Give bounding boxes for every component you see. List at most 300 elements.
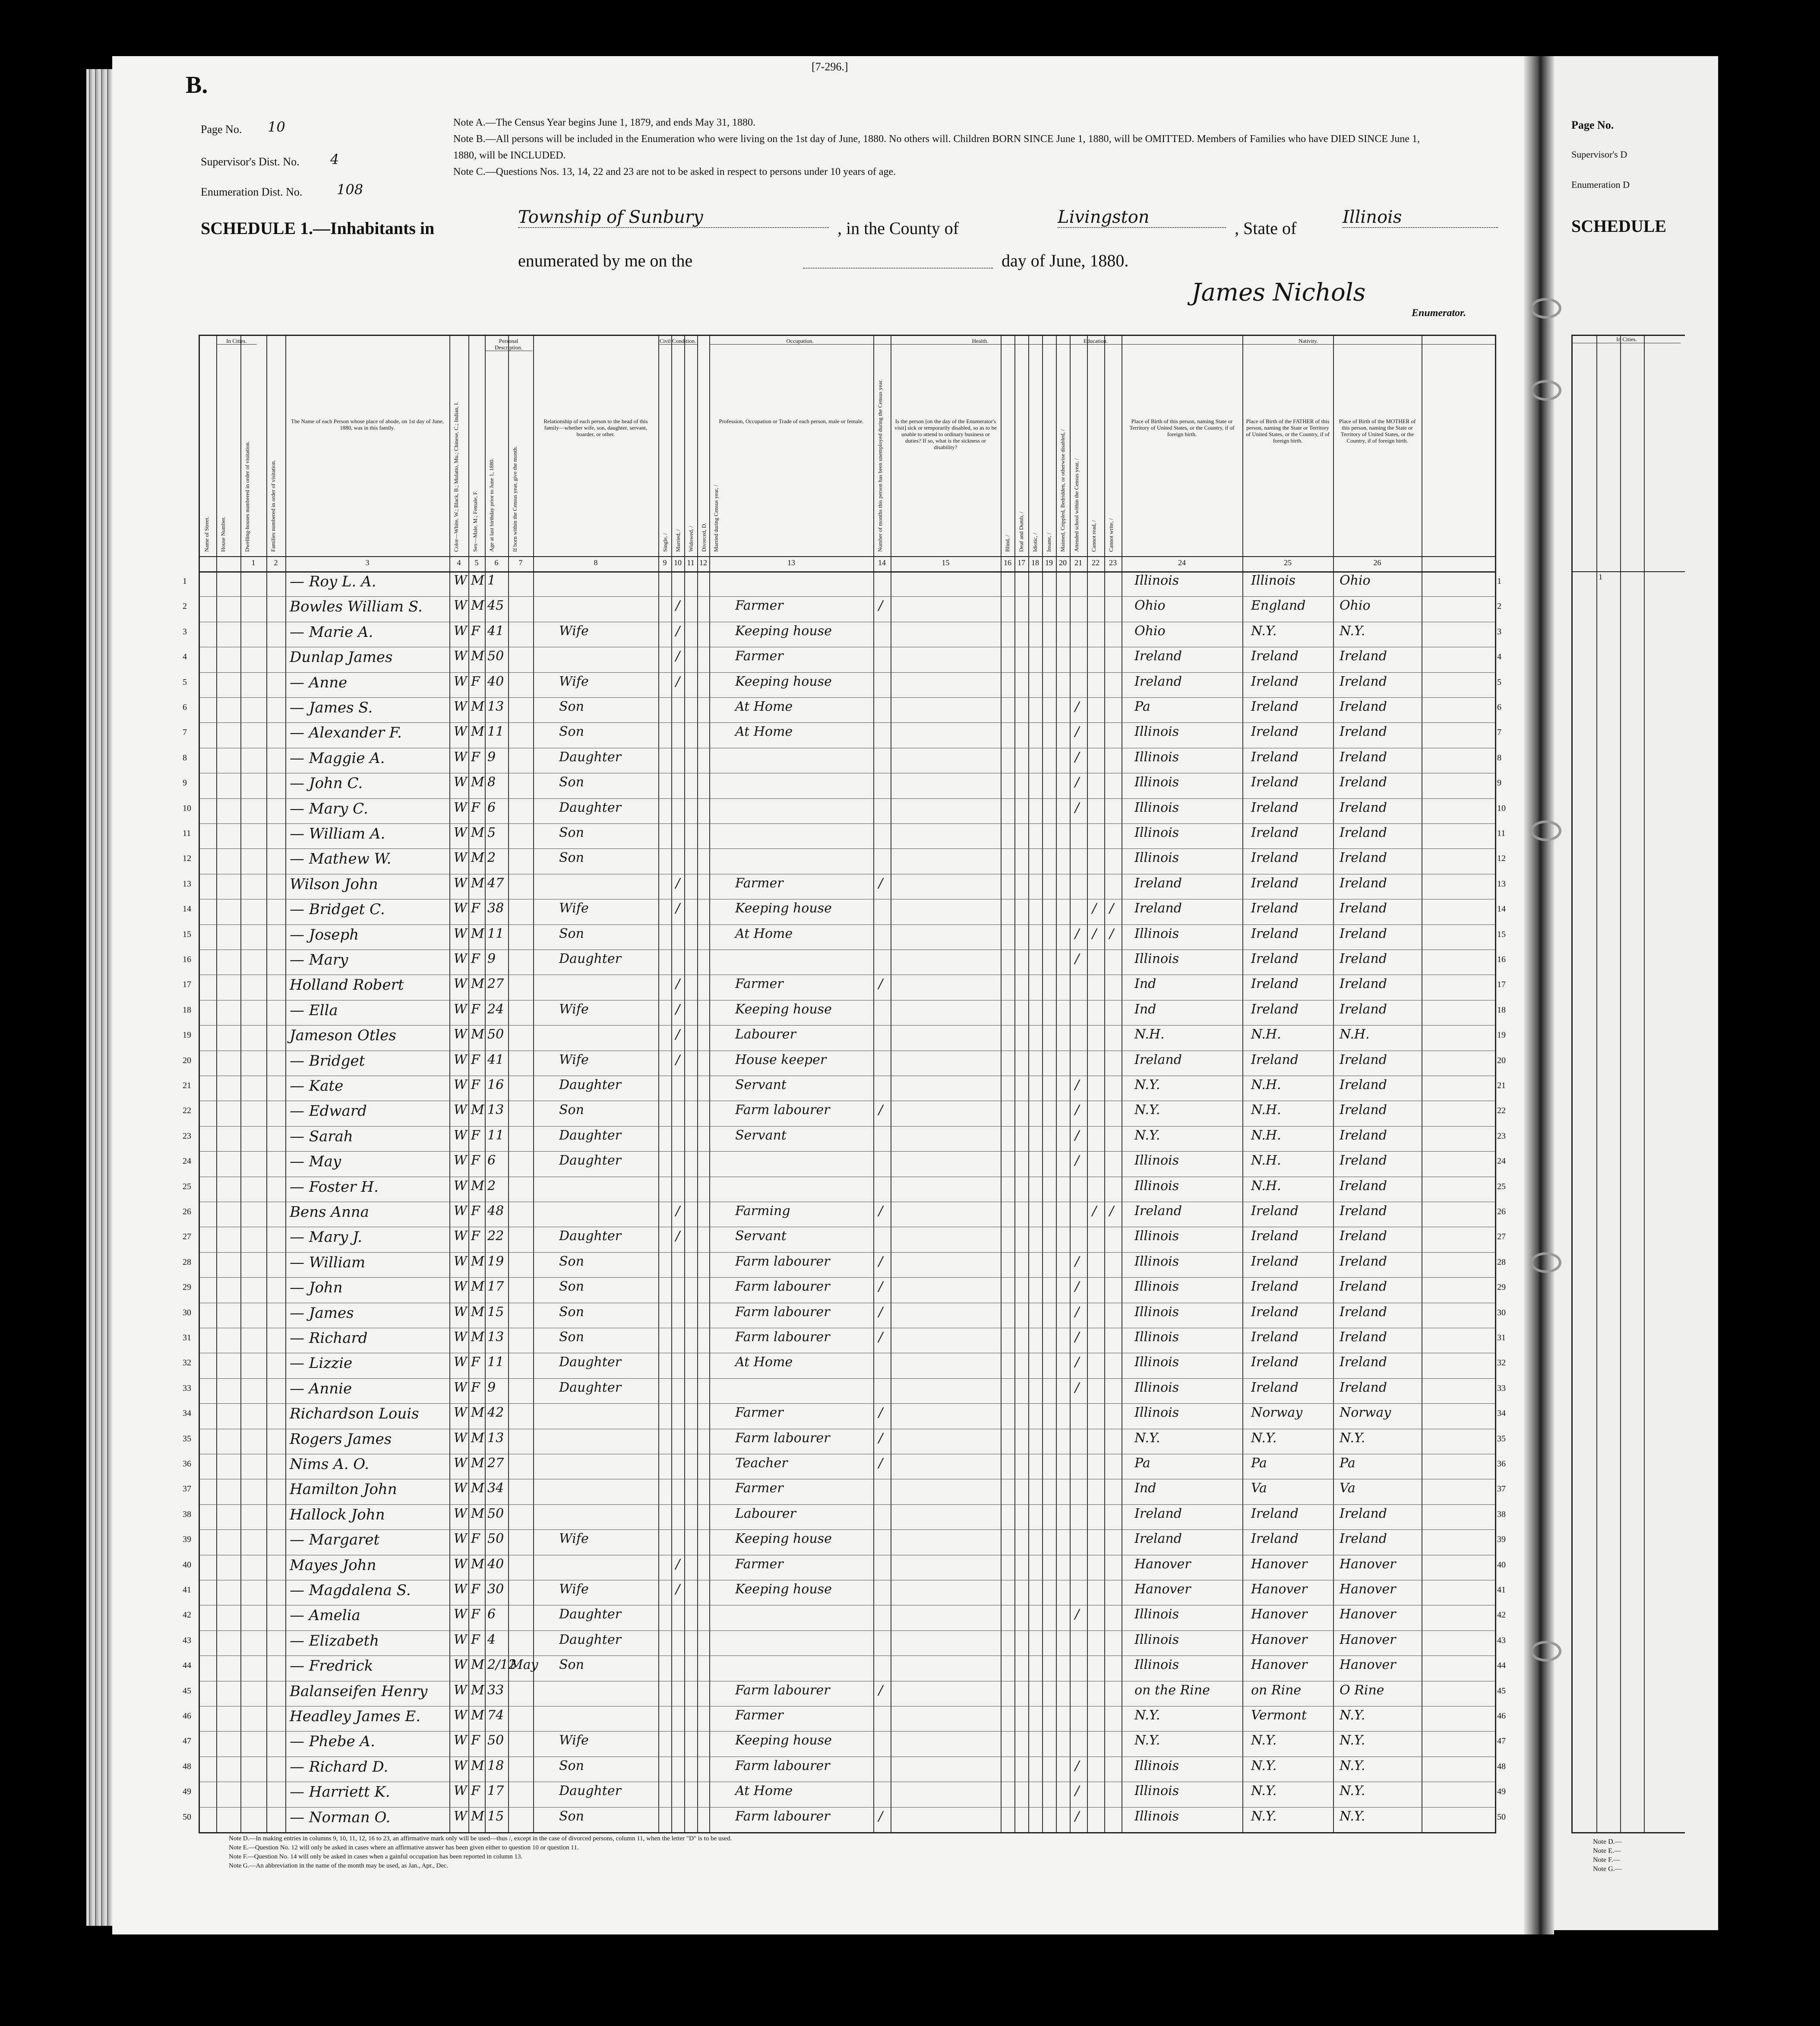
- column-number: 3: [365, 558, 370, 567]
- row-number-right: 6: [1497, 703, 1501, 712]
- row-number-right: 24: [1497, 1156, 1506, 1166]
- column-number: 20: [1059, 558, 1067, 567]
- column-number: 13: [787, 558, 795, 567]
- row-number-right: 46: [1497, 1711, 1506, 1721]
- person-name: — Roy L. A.: [290, 573, 376, 590]
- census-notes: [453, 114, 1433, 180]
- father-birthplace-cell: Ireland: [1251, 1052, 1299, 1067]
- age-cell: 50: [487, 1027, 504, 1042]
- person-name: — John C.: [290, 775, 363, 792]
- row-number: 2: [183, 601, 187, 611]
- age-cell: 11: [487, 926, 504, 941]
- sex-cell: M: [471, 1556, 484, 1572]
- person-name: — Richard D.: [290, 1758, 389, 1776]
- color-cell: W: [454, 1178, 467, 1193]
- column-header: Is the person [on the day of the Enumerator's visit] sick or temporarily disabled, so as to be unable to attend to ordinary business or duties? If so, what is the sickness or disability?: [894, 418, 997, 450]
- sex-cell: M: [471, 850, 484, 866]
- father-birthplace-cell: Ireland: [1251, 800, 1299, 815]
- father-birthplace-cell: N.H.: [1251, 1102, 1281, 1118]
- occupation-cell: House keeper: [735, 1052, 827, 1067]
- age-cell: 11: [487, 1355, 504, 1370]
- mother-birthplace-cell: Ireland: [1340, 800, 1387, 815]
- father-birthplace-cell: Hanover: [1251, 1582, 1308, 1597]
- school-cell: /: [1075, 1808, 1080, 1824]
- relationship-cell: Wife: [559, 674, 589, 689]
- row-number: 32: [183, 1358, 191, 1368]
- color-cell: W: [454, 1153, 467, 1168]
- person-name: Bens Anna: [290, 1203, 369, 1221]
- mother-birthplace-cell: Ireland: [1340, 1153, 1387, 1168]
- unemployed-cell: /: [878, 598, 883, 614]
- school-cell: /: [1075, 1380, 1080, 1395]
- row-number: 44: [183, 1661, 191, 1671]
- father-birthplace-cell: Ireland: [1251, 1254, 1299, 1269]
- color-cell: W: [454, 1228, 467, 1244]
- row-number: 22: [183, 1106, 191, 1116]
- father-birthplace-cell: Ireland: [1251, 699, 1299, 714]
- row-number-right: 21: [1497, 1081, 1506, 1090]
- father-birthplace-cell: Ireland: [1251, 749, 1299, 765]
- civil-cell: /: [676, 598, 680, 614]
- age-cell: 19: [487, 1254, 504, 1269]
- sex-cell: M: [471, 1657, 484, 1673]
- birthplace-cell: Illinois: [1134, 1279, 1179, 1295]
- person-name: — Annie: [290, 1380, 352, 1397]
- person-name: Holland Robert: [290, 976, 404, 994]
- cannot-write-cell: /: [1109, 1203, 1114, 1219]
- row-number-right: 20: [1497, 1055, 1506, 1065]
- occupation-cell: Keeping house: [735, 623, 832, 639]
- color-cell: W: [454, 749, 467, 765]
- age-cell: 6: [487, 1153, 496, 1168]
- row-number-right: 50: [1497, 1812, 1506, 1822]
- civil-cell: /: [676, 1027, 680, 1042]
- column-header: Place of Birth of the FATHER of this person, naming the State or Territory of United States, or the Country, if of foreign birth.: [1246, 418, 1330, 444]
- color-cell: W: [454, 1758, 467, 1773]
- mother-birthplace-cell: Ireland: [1340, 825, 1387, 840]
- age-cell: 9: [487, 1380, 496, 1395]
- father-birthplace-cell: Ireland: [1251, 875, 1299, 891]
- person-name: — Bridget C.: [290, 901, 385, 918]
- birthplace-cell: Ireland: [1134, 1531, 1182, 1547]
- rp-note: Note F.—: [1593, 1856, 1620, 1864]
- father-birthplace-cell: Norway: [1251, 1405, 1303, 1421]
- relationship-cell: Wife: [559, 901, 589, 916]
- row-number-right: 36: [1497, 1459, 1506, 1469]
- sex-cell: F: [471, 623, 480, 639]
- mother-birthplace-cell: O Rine: [1340, 1682, 1384, 1698]
- age-cell: 50: [487, 1506, 504, 1521]
- person-name: — Marie A.: [290, 623, 373, 641]
- color-cell: W: [454, 901, 467, 916]
- age-cell: 40: [487, 674, 504, 689]
- occupation-cell: Labourer: [735, 1506, 796, 1521]
- color-cell: W: [454, 1808, 467, 1824]
- enumerator-label: Enumerator.: [1412, 307, 1466, 319]
- color-cell: W: [454, 850, 467, 866]
- person-name: — Foster H.: [290, 1178, 379, 1196]
- row-number: 31: [183, 1333, 191, 1342]
- rotated-header: Deaf and Dumb, /: [1018, 511, 1024, 552]
- person-name: — Margaret: [290, 1531, 380, 1549]
- column-header: Place of Birth of this person, naming State or Territory of United States, or the Country, if of foreign birth.: [1129, 418, 1235, 437]
- sex-cell: F: [471, 951, 480, 966]
- school-cell: /: [1075, 951, 1080, 966]
- color-cell: W: [454, 1254, 467, 1269]
- age-cell: 9: [487, 951, 496, 966]
- relationship-cell: Daughter: [559, 951, 621, 966]
- age-cell: 13: [487, 1430, 504, 1446]
- row-number: 41: [183, 1585, 191, 1595]
- row-number-right: 42: [1497, 1610, 1506, 1620]
- father-birthplace-cell: N.H.: [1251, 1077, 1281, 1092]
- father-birthplace-cell: on Rine: [1251, 1682, 1302, 1698]
- cannot-write-cell: /: [1109, 926, 1114, 941]
- color-cell: W: [454, 1607, 467, 1622]
- sex-cell: F: [471, 1380, 480, 1395]
- birthplace-cell: Illinois: [1134, 724, 1179, 740]
- mother-birthplace-cell: Ireland: [1340, 926, 1387, 941]
- sex-cell: F: [471, 1632, 480, 1647]
- row-number-right: 27: [1497, 1232, 1506, 1242]
- color-cell: W: [454, 1279, 467, 1295]
- school-cell: /: [1075, 1355, 1080, 1370]
- relationship-cell: Daughter: [559, 1127, 621, 1143]
- civil-cell: /: [676, 901, 680, 916]
- sex-cell: F: [471, 800, 480, 815]
- age-cell: 9: [487, 749, 496, 765]
- column-number: 21: [1074, 558, 1082, 567]
- note-f: Note F.—Question No. 14 will only be asked in cases when a gainful occupation has been reported in column 13.: [229, 1853, 523, 1860]
- rotated-header: Maimed, Crippled, Bedridden, or otherwise disabled, /: [1059, 429, 1066, 552]
- rotated-header: Number of months this person has been unemployed during the Census year.: [877, 379, 883, 552]
- row-number-right: 40: [1497, 1560, 1506, 1570]
- age-cell: 15: [487, 1304, 504, 1320]
- row-number-right: 22: [1497, 1106, 1506, 1116]
- sex-cell: F: [471, 1733, 480, 1748]
- person-name: Balanseifen Henry: [290, 1682, 428, 1700]
- father-birthplace-cell: England: [1251, 598, 1306, 614]
- person-name: — May: [290, 1153, 341, 1171]
- person-name: — James S.: [290, 699, 373, 716]
- mother-birthplace-cell: Pa: [1340, 1456, 1356, 1471]
- civil-cell: /: [676, 1203, 680, 1219]
- birthplace-cell: Pa: [1134, 699, 1150, 714]
- color-cell: W: [454, 598, 467, 614]
- rp-table: [1571, 335, 1685, 1833]
- school-cell: /: [1075, 1153, 1080, 1168]
- relationship-cell: Son: [559, 1254, 584, 1269]
- row-number-right: 35: [1497, 1434, 1506, 1444]
- row-number-right: 7: [1497, 728, 1501, 738]
- color-cell: W: [454, 800, 467, 815]
- relationship-cell: Wife: [559, 623, 589, 639]
- rp-schedule-label: SCHEDULE: [1571, 216, 1667, 236]
- row-number: 37: [183, 1484, 191, 1494]
- father-birthplace-cell: Ireland: [1251, 926, 1299, 941]
- row-number-right: 31: [1497, 1333, 1506, 1342]
- mother-birthplace-cell: N.Y.: [1340, 1708, 1365, 1723]
- relationship-cell: Wife: [559, 1052, 589, 1067]
- row-number: 36: [183, 1459, 191, 1469]
- color-cell: W: [454, 623, 467, 639]
- father-birthplace-cell: Ireland: [1251, 825, 1299, 840]
- person-name: — William A.: [290, 825, 385, 842]
- unemployed-cell: /: [878, 875, 883, 891]
- person-name: — Sarah: [290, 1127, 353, 1145]
- age-cell: 38: [487, 901, 504, 916]
- sex-cell: F: [471, 1783, 480, 1799]
- father-birthplace-cell: Ireland: [1251, 649, 1299, 664]
- sex-cell: M: [471, 598, 484, 614]
- row-number: 3: [183, 627, 187, 636]
- sex-cell: M: [471, 1102, 484, 1118]
- relationship-cell: Son: [559, 825, 584, 840]
- column-number: 26: [1373, 558, 1381, 567]
- rotated-header: Sex—Male, M.; Female, F.: [472, 491, 478, 552]
- row-number: 15: [183, 929, 191, 939]
- birthplace-cell: Illinois: [1134, 1178, 1179, 1193]
- unemployed-cell: /: [878, 1203, 883, 1219]
- sex-cell: M: [471, 1456, 484, 1471]
- sex-cell: M: [471, 1027, 484, 1042]
- person-name: — Joseph: [290, 926, 359, 943]
- row-number-right: 3: [1497, 627, 1501, 636]
- rotated-header: Age at last birthday prior to June 1, 1880.: [488, 458, 495, 552]
- row-number: 11: [183, 829, 191, 838]
- age-cell: 2: [487, 1178, 496, 1193]
- row-number-right: 34: [1497, 1409, 1506, 1418]
- unemployed-cell: /: [878, 1405, 883, 1421]
- occupation-cell: Farm labourer: [735, 1279, 830, 1295]
- mother-birthplace-cell: Ireland: [1340, 1330, 1387, 1345]
- sex-cell: M: [471, 1808, 484, 1824]
- mother-birthplace-cell: Hanover: [1340, 1607, 1396, 1622]
- row-number-right: 23: [1497, 1131, 1506, 1141]
- color-cell: W: [454, 724, 467, 740]
- birthplace-cell: N.Y.: [1134, 1430, 1160, 1446]
- sex-cell: F: [471, 1607, 480, 1622]
- occupation-cell: Farm labourer: [735, 1254, 830, 1269]
- note-a: Note A.—The Census Year begins June 1, 1879, and ends May 31, 1880.: [453, 117, 755, 128]
- row-number: 38: [183, 1509, 191, 1519]
- occupation-cell: At Home: [735, 724, 793, 740]
- mother-birthplace-cell: Hanover: [1340, 1582, 1396, 1597]
- school-cell: /: [1075, 926, 1080, 941]
- birthplace-cell: Ireland: [1134, 901, 1182, 916]
- row-number: 24: [183, 1156, 191, 1166]
- row-number-right: 12: [1497, 854, 1506, 864]
- relationship-cell: Son: [559, 850, 584, 866]
- school-cell: /: [1075, 1127, 1080, 1143]
- birthplace-cell: Illinois: [1134, 1758, 1179, 1773]
- cannot-read-cell: /: [1092, 926, 1097, 941]
- sex-cell: F: [471, 1531, 480, 1547]
- rotated-header: Blind, /: [1004, 535, 1011, 552]
- row-number-right: 33: [1497, 1383, 1506, 1393]
- binding-ring: [1530, 1252, 1561, 1273]
- age-cell: 50: [487, 1733, 504, 1748]
- row-number-right: 30: [1497, 1307, 1506, 1317]
- row-number: 16: [183, 955, 191, 964]
- mother-birthplace-cell: Ireland: [1340, 875, 1387, 891]
- mother-birthplace-cell: Ireland: [1340, 1001, 1387, 1017]
- occupation-cell: Keeping house: [735, 1733, 832, 1748]
- father-birthplace-cell: Ireland: [1251, 976, 1299, 992]
- sex-cell: M: [471, 1405, 484, 1421]
- person-name: — Elizabeth: [290, 1632, 379, 1649]
- mother-birthplace-cell: Ireland: [1340, 1127, 1387, 1143]
- rotated-header: Families numbered in order of visitation.: [270, 459, 276, 552]
- sex-cell: F: [471, 1001, 480, 1017]
- mother-birthplace-cell: Ireland: [1340, 724, 1387, 740]
- birthplace-cell: Illinois: [1134, 926, 1179, 941]
- civil-cell: /: [676, 1228, 680, 1244]
- rp-col-num: 1: [1599, 573, 1602, 581]
- mother-birthplace-cell: N.H.: [1340, 1027, 1370, 1042]
- mother-birthplace-cell: Ireland: [1340, 1380, 1387, 1395]
- birthplace-cell: Illinois: [1134, 1153, 1179, 1168]
- relationship-cell: Son: [559, 1102, 584, 1118]
- column-number: 23: [1109, 558, 1117, 567]
- mother-birthplace-cell: Ireland: [1340, 1531, 1387, 1547]
- civil-cell: /: [676, 649, 680, 664]
- mother-birthplace-cell: N.Y.: [1340, 1783, 1365, 1799]
- person-name: Wilson John: [290, 875, 378, 893]
- mother-birthplace-cell: Ireland: [1340, 1178, 1387, 1193]
- schedule-label: SCHEDULE 1.—Inhabitants in: [201, 218, 435, 238]
- person-name: — Lizzie: [290, 1355, 353, 1372]
- birthplace-cell: Illinois: [1134, 1304, 1179, 1320]
- sex-cell: M: [471, 1708, 484, 1723]
- age-cell: 47: [487, 875, 504, 891]
- birth-month-cell: May: [510, 1657, 538, 1673]
- occupation-cell: Farmer: [735, 976, 784, 992]
- relationship-cell: Daughter: [559, 1153, 621, 1168]
- row-number: 25: [183, 1181, 191, 1191]
- color-cell: W: [454, 1481, 467, 1496]
- row-number-right: 45: [1497, 1686, 1506, 1696]
- color-cell: W: [454, 1203, 467, 1219]
- father-birthplace-cell: N.Y.: [1251, 1733, 1277, 1748]
- birthplace-cell: Ind: [1134, 976, 1156, 992]
- sex-cell: M: [471, 1254, 484, 1269]
- birthplace-cell: N.Y.: [1134, 1127, 1160, 1143]
- sex-cell: M: [471, 649, 484, 664]
- father-birthplace-cell: Vermont: [1251, 1708, 1307, 1723]
- unemployed-cell: /: [878, 1682, 883, 1698]
- relationship-cell: Wife: [559, 1733, 589, 1748]
- cannot-read-cell: /: [1092, 1203, 1097, 1219]
- age-cell: 50: [487, 649, 504, 664]
- school-cell: /: [1075, 800, 1080, 815]
- row-number-right: 25: [1497, 1181, 1506, 1191]
- father-birthplace-cell: N.H.: [1251, 1153, 1281, 1168]
- age-cell: 11: [487, 1127, 504, 1143]
- civil-cell: /: [676, 875, 680, 891]
- civil-cell: /: [676, 623, 680, 639]
- rotated-header: Divorced, D.: [701, 522, 707, 552]
- occupation-cell: Keeping house: [735, 674, 832, 689]
- sex-cell: M: [471, 976, 484, 992]
- column-number: 24: [1178, 558, 1186, 567]
- birthplace-cell: Illinois: [1134, 1657, 1179, 1673]
- sex-cell: M: [471, 926, 484, 941]
- sex-cell: M: [471, 875, 484, 891]
- unemployed-cell: /: [878, 1102, 883, 1118]
- relationship-cell: Daughter: [559, 1077, 621, 1092]
- person-name: — Mathew W.: [290, 850, 392, 868]
- enum-dist-value: 108: [337, 181, 363, 198]
- color-cell: W: [454, 1102, 467, 1118]
- school-cell: /: [1075, 1607, 1080, 1622]
- age-cell: 6: [487, 1607, 496, 1622]
- color-cell: W: [454, 1304, 467, 1320]
- group-label: Personal Description.: [485, 338, 532, 351]
- occupation-cell: Farmer: [735, 1556, 784, 1572]
- relationship-cell: Daughter: [559, 1228, 621, 1244]
- father-birthplace-cell: Ireland: [1251, 674, 1299, 689]
- birthplace-cell: Ind: [1134, 1481, 1156, 1496]
- person-name: — Fredrick: [290, 1657, 373, 1675]
- row-number-right: 13: [1497, 879, 1506, 889]
- birthplace-cell: Illinois: [1134, 573, 1179, 588]
- row-number-right: 26: [1497, 1207, 1506, 1216]
- row-number-right: 2: [1497, 601, 1501, 611]
- column-number: 7: [518, 558, 523, 567]
- sex-cell: M: [471, 1330, 484, 1345]
- state-label: , State of: [1235, 218, 1297, 238]
- rotated-header: Name of Street.: [203, 516, 210, 552]
- birthplace-cell: Illinois: [1134, 1783, 1179, 1799]
- color-cell: W: [454, 1783, 467, 1799]
- occupation-cell: Farm labourer: [735, 1330, 830, 1345]
- birthplace-cell: Hanover: [1134, 1556, 1191, 1572]
- relationship-cell: Daughter: [559, 749, 621, 765]
- corner-letter: B.: [186, 72, 208, 98]
- person-name: Dunlap James: [290, 649, 393, 666]
- person-name: Bowles William S.: [290, 598, 423, 616]
- occupation-cell: Keeping house: [735, 901, 832, 916]
- mother-birthplace-cell: Ireland: [1340, 1254, 1387, 1269]
- occupation-cell: Farmer: [735, 1481, 784, 1496]
- civil-cell: /: [676, 976, 680, 992]
- mother-birthplace-cell: Ireland: [1340, 674, 1387, 689]
- color-cell: W: [454, 951, 467, 966]
- occupation-cell: Keeping house: [735, 1531, 832, 1547]
- birthplace-cell: N.H.: [1134, 1027, 1165, 1042]
- row-number: 39: [183, 1535, 191, 1545]
- rp-notes: [1593, 1837, 1622, 1874]
- relationship-cell: Son: [559, 1657, 584, 1673]
- age-cell: 41: [487, 623, 504, 639]
- birthplace-cell: Ohio: [1134, 623, 1166, 639]
- row-number: 9: [183, 778, 187, 788]
- group-label: Nativity.: [1122, 338, 1495, 345]
- relationship-cell: Daughter: [559, 1783, 621, 1799]
- mother-birthplace-cell: Ireland: [1340, 1052, 1387, 1067]
- note-g: Note G.—An abbreviation in the name of the month may be used, as Jan., Apr., Dec.: [229, 1862, 449, 1869]
- color-cell: W: [454, 1127, 467, 1143]
- rp-note: Note E.—: [1593, 1847, 1621, 1855]
- age-cell: 48: [487, 1203, 504, 1219]
- father-birthplace-cell: Ireland: [1251, 850, 1299, 866]
- mother-birthplace-cell: Va: [1340, 1481, 1356, 1496]
- column-header: Place of Birth of the MOTHER of this person, naming the State or Territory of United States, or the Country, if of foreign birth.: [1339, 418, 1416, 444]
- birthplace-cell: Illinois: [1134, 749, 1179, 765]
- row-number: 12: [183, 854, 191, 864]
- row-number-right: 16: [1497, 955, 1506, 964]
